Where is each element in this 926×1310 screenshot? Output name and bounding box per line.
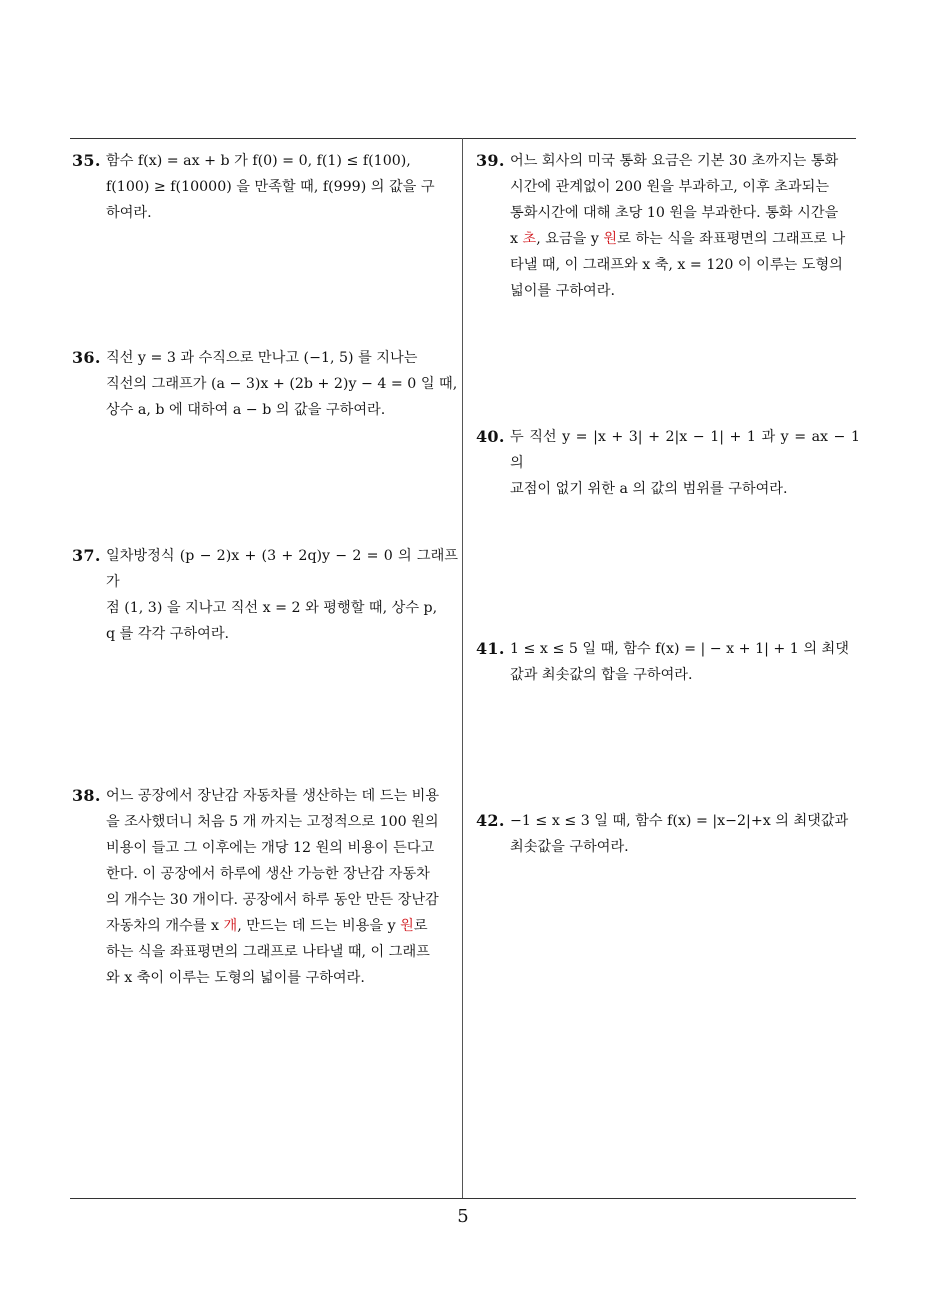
problem-text-part: , 요금을 y [536,231,604,247]
problem-number: 42. [476,811,505,830]
column-divider [462,138,463,1198]
problem-text: 1 ≤ x ≤ 5 일 때, 함수 f(x) = | − x + 1| + 1 의 최댓 값과 최솟값의 합을 구하여라. [510,641,849,683]
problem-text-part: 로 하는 식을 좌표평면의 그래프로 나 타낼 때, 이 그래프와 x 축, x = 120 이 이루는 도형의 넓이를 구하여라. [510,231,846,299]
problem-number: 35. [72,151,101,170]
problem-text: 일차방정식 (p − 2)x + (3 + 2q)y − 2 = 0 의 그래프가 점 (1, 3) 을 지나고 직선 x = 2 와 평행할 때, 상수 p, q 를 각각 구하여라. [106,548,458,642]
problem-number: 40. [476,427,505,446]
unit-highlight: 원 [400,918,414,934]
top-rule [70,138,856,139]
problem-text: 직선 y = 3 과 수직으로 만나고 (−1, 5) 를 지나는 직선의 그래프가 (a − 3)x + (2b + 2)y − 4 = 0 일 때, 상수 a, b 에 대하여 a − b 의 값을 구하여라. [106,350,458,418]
problem-number: 41. [476,639,505,658]
unit-highlight: 원 [603,231,618,247]
problem-text: −1 ≤ x ≤ 3 일 때, 함수 f(x) = |x−2|+x 의 최댓값과 최솟값을 구하여라. [510,813,849,855]
problem-text-part: , 만드는 데 드는 비용을 y [237,918,401,934]
problem-number: 36. [72,348,101,367]
bottom-rule [70,1198,856,1199]
problem-text-part: 로 하는 식을 좌표평면의 그래프로 나타낼 때, 이 그래프 와 x 축이 이루는 도형의 넓이를 구하여라. [106,918,430,986]
problem-text: 두 직선 y = |x + 3| + 2|x − 1| + 1 과 y = ax − 1 의 교점이 없기 위한 a 의 값의 범위를 구하여라. [510,429,860,497]
problem-text-part: 어느 회사의 미국 통화 요금은 기본 30 초까지는 통화 시간에 관계없이 200 원을 부과하고, 이후 초과되는 통화시간에 대해 초당 10 원을 부과한다. 통화 시간을 x [510,153,839,247]
unit-highlight: 초 [522,231,537,247]
problem-text: 함수 f(x) = ax + b 가 f(0) = 0, f(1) ≤ f(100), f(100) ≥ f(10000) 을 만족할 때, f(999) 의 값을 구 하여라. [106,153,435,221]
problem-text-part: 어느 공장에서 장난감 자동차를 생산하는 데 드는 비용 을 조사했더니 처음 5 개 까지는 고정적으로 100 원의 비용이 들고 그 이후에는 개당 12 원의 비용이 든다고 한다. 이 공장에서 하루에 생산 가능한 장난감 자동차 의 개수는 30 개이다. 공장에서 하루 동안 만든 장난감 자동차의 개수를 x [106,788,440,934]
problem-number: 39. [476,151,505,170]
problem-text [510,148,860,304]
problem-number: 38. [72,786,101,805]
page-number: 5 [457,1206,469,1227]
problem-text [106,783,458,991]
unit-highlight: 개 [223,918,238,934]
problem-number: 37. [72,546,101,565]
